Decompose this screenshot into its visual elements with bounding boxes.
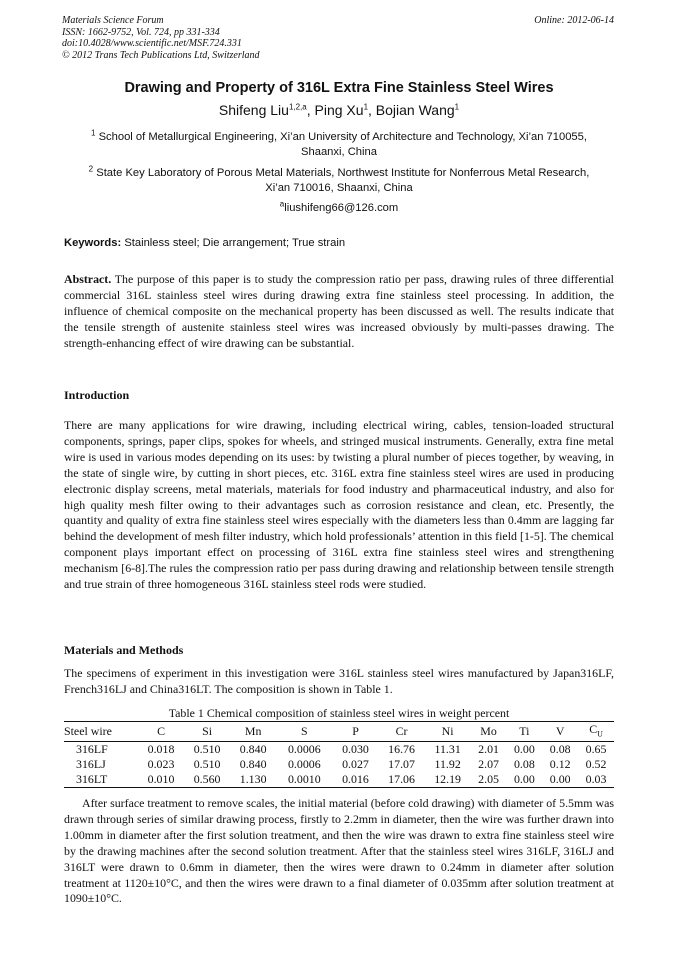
table-cell: 0.510 (193, 742, 221, 757)
table-header-cell: $C_U$ (578, 722, 614, 742)
abstract-label: Abstract. (64, 272, 112, 286)
abstract-text: The purpose of this paper is to study the compression ratio per pass, drawing rules of three differential commercial 316L stainless steel wires during drawing extra fine stainless steel processing. In addition, the influence of chemical composite on the mechanical property has been discussed as well. The results indicate that the tensile strength of austenite stainless steel wires was increased obviously by multi-passes drawing. The strength-enhancing effect of wire drawing can be substantial. (64, 272, 614, 350)
table-cell: 0.65 (585, 742, 607, 757)
table-cell: 2.07 (478, 757, 499, 772)
copyright-line: © 2012 Trans Tech Publications Ltd, Switzerland (62, 49, 260, 61)
introduction-heading: Introduction (64, 388, 130, 402)
journal-name: Materials Science Forum (62, 15, 164, 26)
table-cell: 316LF (76, 742, 108, 757)
table-cell: 0.023 (147, 757, 175, 772)
table-cell: 0.00 (513, 742, 535, 757)
table-header-row (64, 722, 614, 742)
table-row (64, 772, 614, 788)
table-header-cell: Ti (506, 722, 542, 742)
journal-header (62, 15, 260, 61)
table-cell: 11.92 (434, 757, 461, 772)
table-cell: 0.03 (578, 772, 614, 788)
email-address[interactable]: liushifeng66@126.com (284, 202, 399, 214)
table-row (64, 742, 614, 758)
issn-line: ISSN: 1662-9752, Vol. 724, pp 331-334 (62, 26, 220, 38)
composition-table (64, 721, 614, 788)
abstract (64, 272, 614, 352)
table-cell: 0.010 (138, 772, 184, 788)
author-affiliation-mark: 1 (363, 102, 369, 112)
table-cell: 0.560 (184, 772, 230, 788)
table-header-cell: P (332, 722, 378, 742)
table-header-cell: Mo (471, 722, 507, 742)
table-header-cell: C (138, 722, 184, 742)
table-cell: 11.31 (434, 742, 461, 757)
paper-title: Drawing and Property of 316L Extra Fine Stainless Steel Wires (124, 80, 554, 96)
doi-line[interactable]: doi:10.4028/www.scientific.net/MSF.724.331 (62, 38, 242, 49)
table-cell: 0.0010 (276, 772, 332, 788)
table-cell: 16.76 (388, 742, 415, 757)
methods-text-1: The specimens of experiment in this investigation were 316L stainless steel wires manufactured by Japan316LF, French316LJ and China316LT. The composition is shown in Table 1. (64, 666, 614, 696)
keywords-text: Stainless steel; Die arrangement; True strain (124, 237, 346, 249)
table-cell: 0.08 (513, 757, 535, 772)
table-cell: 12.19 (425, 772, 471, 788)
table-header-cell: V (542, 722, 578, 742)
table-cell: 0.52 (585, 757, 607, 772)
table-header-cell: Steel wire (64, 722, 138, 742)
methods-heading: Materials and Methods (64, 643, 184, 657)
affiliation-2: $^2$ State Key Laboratory of Porous Metal Materials, Northwest Institute for Nonferrous Metal Research, Xi’an 710016, Shaanxi, China (88, 164, 590, 194)
keywords (64, 237, 345, 249)
author-name: Ping Xu (314, 102, 364, 118)
table-header-cell: Ni (425, 722, 471, 742)
table-cell: 17.07 (388, 757, 415, 772)
corresponding-email: $^a$liushifeng66@126.com (279, 199, 399, 214)
keywords-label: Keywords: (64, 237, 122, 249)
table-cell: 1.130 (230, 772, 276, 788)
methods-text-2: After surface treatment to remove scales, the initial material (before cold drawing) with diameter of 5.5mm was drawn through series of similar drawing process, firstly to 2.2mm in diameter, then the wire was further drawn into 1.00mm in diameter after the first solution treatment, and then the wire was drawn to extra fine stainless steel wire by the drawing machines after the second solution treatment. After that the stainless steel wires 316LF, 316LJ and 316LT were drawn to 0.6mm in diameter, then the wires were drawn to 0.24mm in diameter after solution treatment at 1120±10°C, and then the wires were drawn to a final diameter of 0.035mm after solution treatment at 1090±10°C. (64, 796, 614, 906)
author-affiliation-mark: 1,2,a (288, 102, 307, 112)
table-header-cell: Si (184, 722, 230, 742)
online-date: Online: 2012-06-14 (534, 15, 614, 26)
table-cell: 0.840 (239, 757, 267, 772)
table-cell: 0.030 (342, 742, 369, 757)
author-name: Bojian Wang (375, 102, 455, 118)
table-1-caption: Table 1 Chemical composition of stainless steel wires in weight percent (168, 706, 510, 720)
table-header-cell: S (276, 722, 332, 742)
table-row (64, 757, 614, 772)
table-cell: 2.05 (471, 772, 507, 788)
table-cell: 0.018 (147, 742, 175, 757)
table-cell: 0.840 (239, 742, 267, 757)
introduction-text: There are many applications for wire drawing, including electrical wiring, cables, tension-loaded structural components, springs, paper clips, spokes for wheels, and stringed musical instruments. Generally, extra fine metal wire is used in various modes depending on its uses: by twisting a plural number of pieces together, by weaving, in the state of single wire, by cutting in short pieces, etc. 316L extra fine stainless steel wires are used in producing electronic display screens, metal materials, materials for food industry and pharmaceutical industry, and also for high quality mesh filter owing to their advantages such as corrosion resistance and clean, etc. Presently, the quantity and quality of extra fine stainless steel wires especially with the diameters less than 0.4mm are lagging far behind the development of mesh filter industry, which hold professionals’ attention in this field [1-5]. The chemical component plays important effect on processing of 316L extra fine stainless steel wires and strengthening mechanism [6-8].The rules the compression ratio per pass during drawing and relationship between tensile strength and true strain of three homogeneous 316L stainless steel rods were studied. (64, 418, 614, 592)
table-cell: 0.510 (193, 757, 221, 772)
table-cell: 316LJ (76, 757, 106, 772)
table-cell: 0.0006 (287, 757, 321, 772)
table-header-cell: Mn (230, 722, 276, 742)
table-cell: 0.12 (549, 757, 571, 772)
table-cell: 0.00 (542, 772, 578, 788)
author-list: Shifeng Liu$^{1,2,a}$, Ping Xu$^1$, Bojian Wang$^1$ (218, 102, 460, 118)
table-cell: 0.00 (506, 772, 542, 788)
table-header-cell: Cr (379, 722, 425, 742)
table-cell: 0.08 (549, 742, 571, 757)
affiliation-mark: 1 (91, 128, 96, 138)
affiliation-mark: 2 (88, 164, 94, 174)
author-name: Shifeng Liu (218, 102, 289, 118)
table-cell: 0.027 (342, 757, 369, 772)
table-cell: 2.01 (478, 742, 499, 757)
table-cell: 316LT (64, 772, 138, 788)
affiliation-1: $^1$ School of Metallurgical Engineering, Xi’an University of Architecture and Technology, Xi’an 710055, Shaanxi, China (91, 128, 587, 158)
table-cell: 0.016 (332, 772, 378, 788)
table-cell: 0.0006 (287, 742, 321, 757)
table-cell: 17.06 (379, 772, 425, 788)
author-affiliation-mark: 1 (454, 102, 460, 112)
